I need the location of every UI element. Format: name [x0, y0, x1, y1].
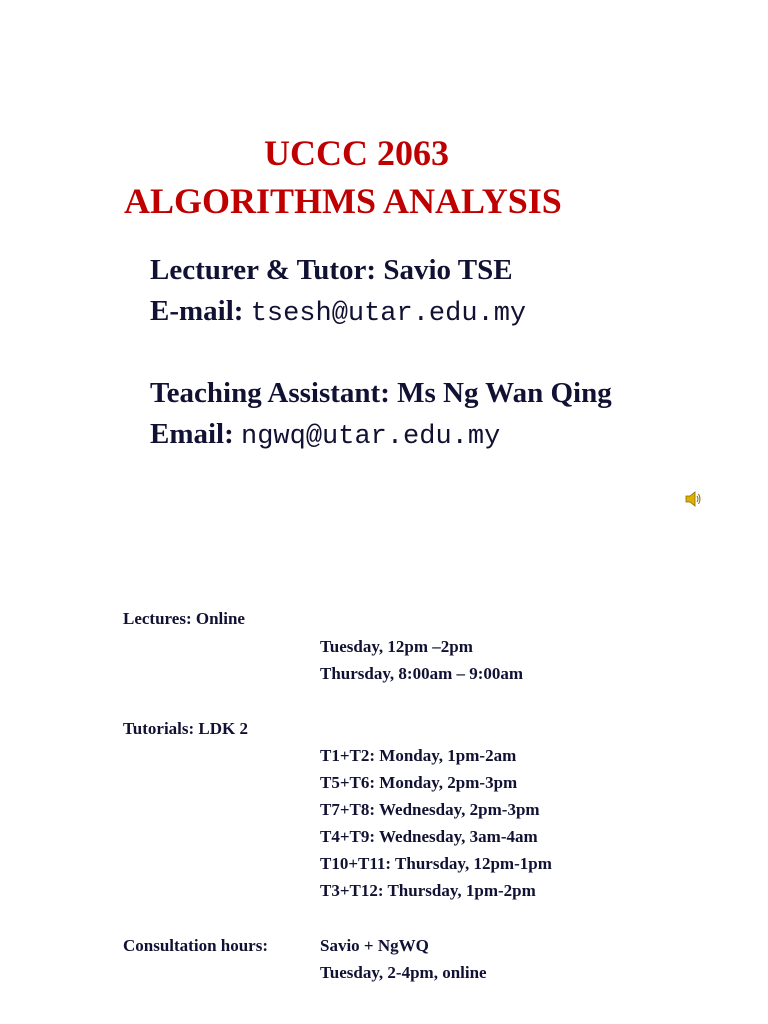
ta-email[interactable]: ngwq@utar.edu.my	[241, 422, 501, 452]
tutorial-slot: T10+T11: Thursday, 12pm-1pm	[320, 854, 552, 873]
lecturer-name: Savio TSE	[383, 254, 513, 286]
course-title: ALGORITHMS ANALYSIS	[124, 181, 562, 221]
lecturer-email[interactable]: tsesh@utar.edu.my	[250, 299, 527, 329]
tutorial-slot: T1+T2: Monday, 1pm-2am	[320, 746, 517, 765]
lecturer-email-label: E-mail:	[150, 295, 244, 327]
tutorial-slot: T7+T8: Wednesday, 2pm-3pm	[320, 800, 540, 819]
tutorial-slot: T4+T9: Wednesday, 3am-4am	[320, 827, 538, 846]
lectures-label: Lectures: Online	[123, 609, 245, 628]
ta-email-line	[150, 417, 500, 454]
ta-line	[150, 376, 612, 410]
lecturer-line	[150, 253, 513, 287]
consultation-slot: Tuesday, 2-4pm, online	[320, 963, 487, 982]
lecture-slot: Tuesday, 12pm –2pm	[320, 637, 473, 656]
tutorials-label: Tutorials: LDK 2	[123, 719, 249, 738]
ta-name: Ms Ng Wan Qing	[397, 377, 612, 409]
consultation-label: Consultation hours:	[123, 936, 269, 955]
lecturer-label: Lecturer & Tutor:	[150, 254, 377, 286]
ta-email-label: Email:	[150, 418, 234, 450]
tutorial-slot: T5+T6: Monday, 2pm-3pm	[320, 773, 518, 792]
consultation-slot: Savio + NgWQ	[320, 936, 429, 955]
ta-label: Teaching Assistant:	[150, 377, 390, 409]
tutorial-slot: T3+T12: Thursday, 1pm-2pm	[320, 881, 536, 900]
speaker-icon[interactable]	[684, 490, 702, 508]
lecture-slot: Thursday, 8:00am – 9:00am	[320, 664, 524, 683]
course-code: UCCC 2063	[264, 133, 449, 173]
lecturer-email-line	[150, 294, 526, 331]
